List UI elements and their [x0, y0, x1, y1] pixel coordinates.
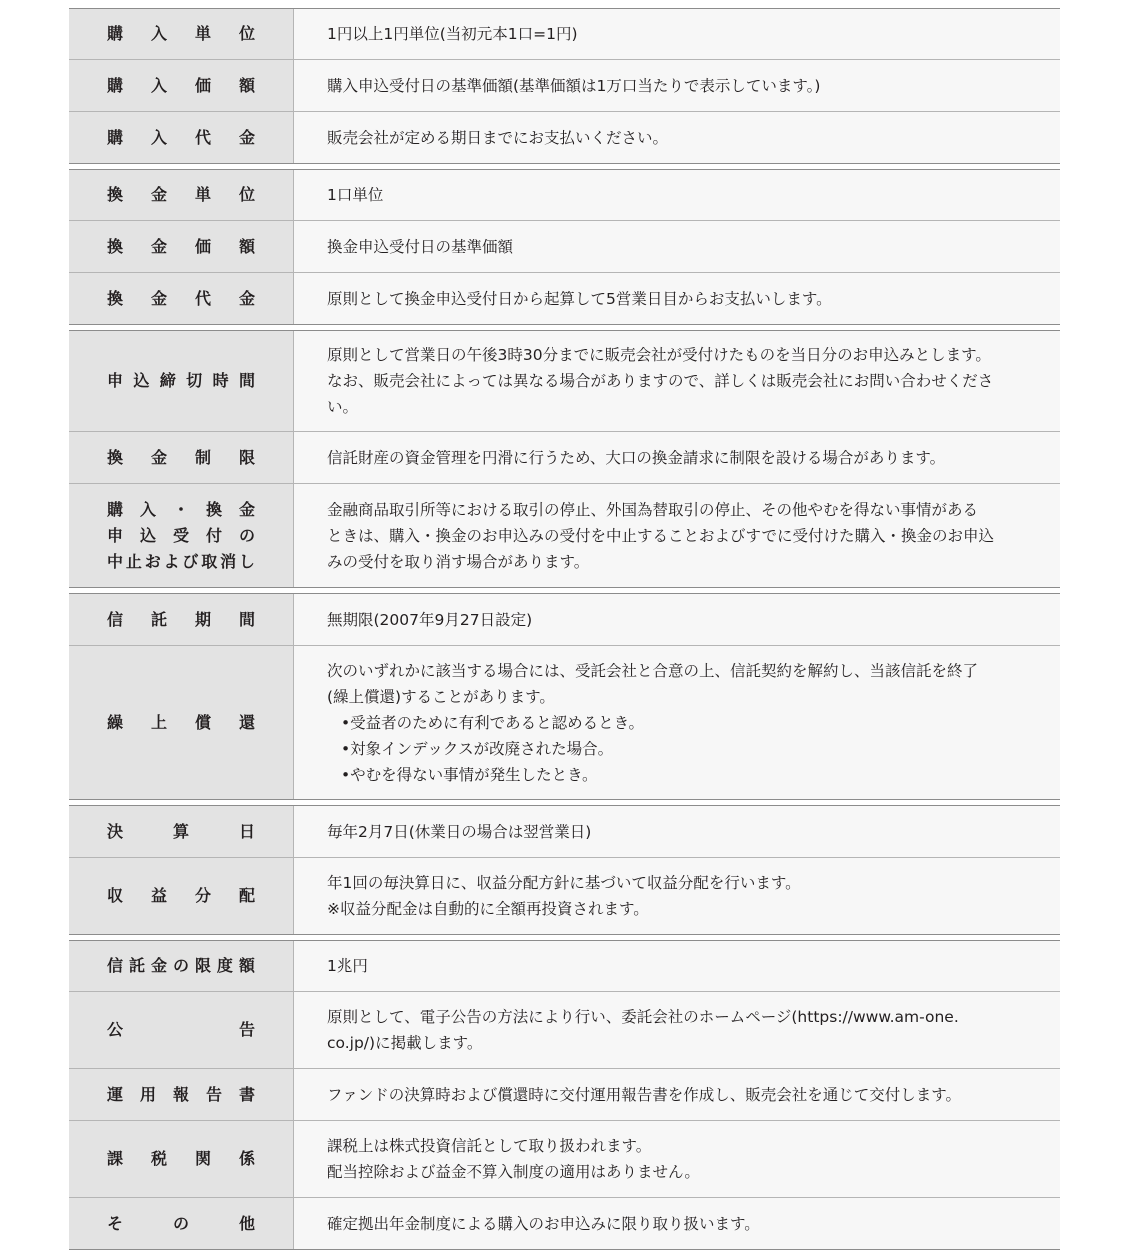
row-label-line: 購 入 単 位: [107, 24, 255, 43]
row-label: [69, 112, 294, 163]
row-value-line: ときは、購入・換金のお申込みの受付を中止することおよびすでに受付けた購入・換金のお申込: [327, 526, 994, 545]
row-value-line: ファンドの決算時および償還時に交付運用報告書を作成し、販売会社を通じて交付します。: [327, 1085, 961, 1104]
table-row: [69, 1068, 1060, 1120]
table-row: [69, 9, 1060, 59]
row-label-line: 購 入 ・ 換 金: [107, 499, 255, 519]
row-value-line: 課税上は株式投資信託として取り扱われます。: [327, 1137, 652, 1155]
row-value-line: ※収益分配金は自動的に全額再投資されます。: [327, 900, 649, 918]
row-value-line: みの受付を取り消す場合があります。: [327, 552, 590, 571]
table-row: [69, 220, 1060, 272]
row-value: [294, 112, 1060, 163]
row-value-line: (繰上償還)することがあります。: [327, 687, 555, 706]
table-row: [69, 1120, 1060, 1197]
row-label-line: そ の 他: [107, 1213, 255, 1233]
row-label: [69, 1121, 294, 1197]
row-value-line: 原則として換金申込受付日から起算して5営業日目からお支払いします。: [327, 289, 832, 308]
row-value: [294, 646, 1060, 799]
row-label-line: 運 用 報 告 書: [107, 1084, 255, 1104]
table-row: [69, 645, 1060, 799]
table-row: [69, 991, 1060, 1068]
row-value-line: 購入申込受付日の基準価額(基準価額は1万口当たりで表示しています。): [327, 76, 821, 95]
row-value-line: 金融商品取引所等における取引の停止、外国為替取引の停止、その他やむを得ない事情がある: [327, 500, 979, 519]
row-value: [294, 60, 1060, 111]
row-value: [294, 941, 1060, 991]
row-label: [69, 992, 294, 1068]
row-value-line: 原則として、電子公告の方法により行い、委託会社のホームページ(https://www.am-one.: [327, 1008, 959, 1026]
row-value-line: 確定拠出年金制度による購入のお申込みに限り取り扱います。: [327, 1214, 760, 1233]
row-value: [294, 1198, 1060, 1249]
row-label-line: 換 金 単 位: [107, 185, 255, 204]
table-section: [69, 330, 1060, 588]
row-label: [69, 484, 294, 587]
row-value-line: 毎年2月7日(休業日の場合は翌営業日): [327, 822, 592, 841]
row-label: [69, 941, 294, 991]
row-label: [69, 170, 294, 220]
row-value: [294, 1121, 1060, 1197]
table-row: [69, 594, 1060, 645]
row-label: [69, 273, 294, 324]
row-value: [294, 858, 1060, 934]
row-value-line: 原則として営業日の午後3時30分までに販売会社が受付けたものを当日分のお申込みとします。: [327, 346, 991, 364]
row-value-line: •対象インデックスが改廃された場合。: [341, 739, 614, 758]
table-row: [69, 111, 1060, 163]
table-row: [69, 806, 1060, 857]
table-section: [69, 593, 1060, 800]
row-label-line: 決 算 日: [107, 821, 255, 841]
row-value-line: 次のいずれかに該当する場合には、受託会社と合意の上、信託契約を解約し、当該信託を終了: [327, 661, 979, 680]
row-label: [69, 9, 294, 59]
row-label-line: 公 告: [107, 1020, 255, 1039]
row-value-line: 1円以上1円単位(当初元本1口=1円): [327, 25, 578, 43]
table-section: [69, 805, 1060, 935]
row-value: [294, 484, 1060, 587]
row-value-line: 換金申込受付日の基準価額: [327, 237, 514, 256]
row-label: [69, 594, 294, 645]
row-label-line: 課 税 関 係: [107, 1149, 255, 1168]
table-row: [69, 431, 1060, 483]
row-label-line: 換 金 価 額: [107, 236, 255, 256]
row-value: [294, 806, 1060, 857]
row-label-line: 中 止 お よ び 取 消 し: [107, 551, 255, 571]
row-label-line: 申 込 受 付 の: [107, 525, 255, 545]
table-row: [69, 483, 1060, 587]
table-section: [69, 169, 1060, 325]
table-row: [69, 272, 1060, 324]
row-label: [69, 331, 294, 431]
table-section: [69, 940, 1060, 1250]
row-value-line: 販売会社が定める期日までにお支払いください。: [327, 128, 669, 147]
table-row: [69, 857, 1060, 934]
row-value-line: 無期限(2007年9月27日設定): [327, 610, 533, 629]
row-label-line: 購 入 価 額: [107, 75, 255, 95]
row-label-line: 繰 上 償 還: [107, 712, 255, 732]
row-value: [294, 432, 1060, 483]
row-label-line: 信 託 金 の 限 度 額: [107, 956, 255, 975]
table-row: [69, 170, 1060, 220]
row-value-line: 1口単位: [327, 186, 384, 204]
row-label: [69, 806, 294, 857]
fund-terms-table: [69, 8, 1060, 1250]
row-label: [69, 1198, 294, 1249]
row-value-line: 年1回の毎決算日に、収益分配方針に基づいて収益分配を行います。: [327, 874, 801, 892]
row-label: [69, 60, 294, 111]
row-value-line: co.jp/)に掲載します。: [327, 1034, 483, 1052]
row-label: [69, 1069, 294, 1120]
row-value-line: •受益者のために有利であると認めるとき。: [341, 713, 645, 732]
row-value: [294, 594, 1060, 645]
row-label-line: 収 益 分 配: [107, 886, 255, 905]
row-value-line: 1兆円: [327, 957, 368, 975]
row-value-line: 配当控除および益金不算入制度の適用はありません。: [327, 1163, 700, 1181]
row-label-line: 申 込 締 切 時 間: [107, 371, 255, 390]
row-value-line: •やむを得ない事情が発生したとき。: [341, 765, 598, 784]
table-row: [69, 59, 1060, 111]
row-value-line: い。: [327, 398, 359, 416]
row-value: [294, 170, 1060, 220]
table-section: [69, 8, 1060, 164]
row-value: [294, 1069, 1060, 1120]
row-label-line: 購 入 代 金: [107, 127, 255, 147]
table-row: [69, 941, 1060, 991]
table-row: [69, 331, 1060, 431]
row-value: [294, 331, 1060, 431]
row-label-line: 換 金 代 金: [107, 288, 255, 308]
table-row: [69, 1197, 1060, 1249]
row-label: [69, 858, 294, 934]
row-value-line: 信託財産の資金管理を円滑に行うため、大口の換金請求に制限を設ける場合があります。: [327, 448, 946, 467]
row-label: [69, 646, 294, 799]
row-label: [69, 221, 294, 272]
row-label: [69, 432, 294, 483]
row-value-line: なお、販売会社によっては異なる場合がありますので、詳しくは販売会社にお問い合わせくださ: [327, 372, 994, 390]
row-value: [294, 221, 1060, 272]
row-value: [294, 273, 1060, 324]
row-label-line: 換 金 制 限: [107, 447, 255, 467]
row-value: [294, 9, 1060, 59]
row-label-line: 信 託 期 間: [107, 609, 255, 629]
row-value: [294, 992, 1060, 1068]
